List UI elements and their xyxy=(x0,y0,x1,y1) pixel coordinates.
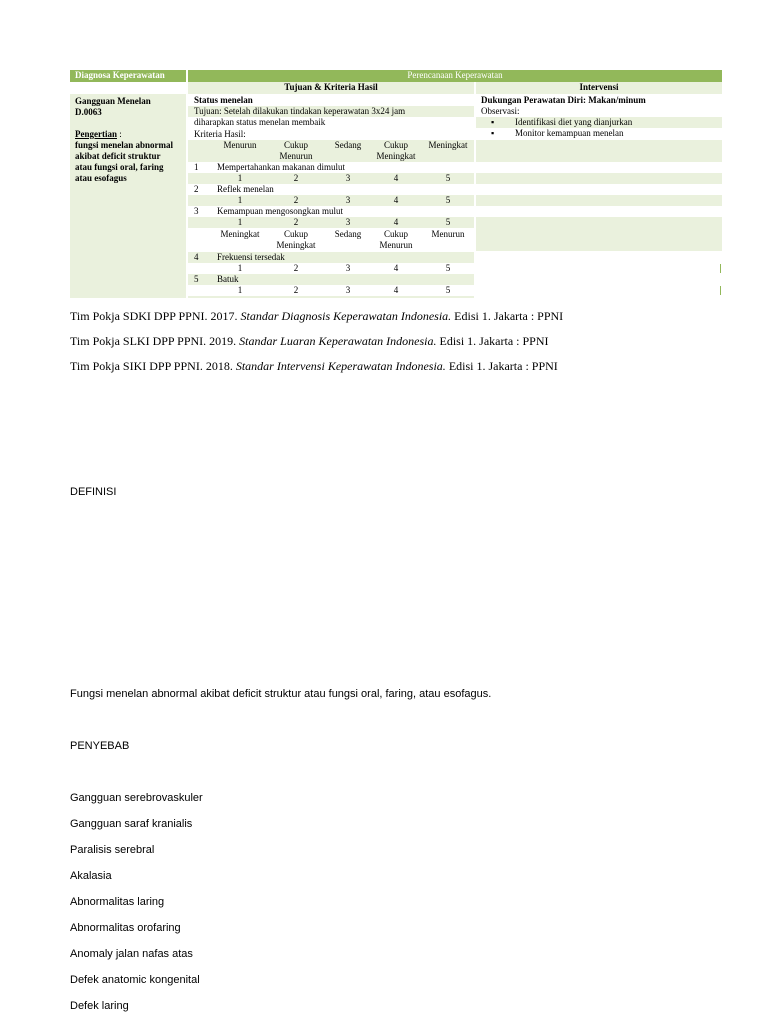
observation-label: Observasi: xyxy=(481,106,520,116)
observation-item: Monitor kemampuan menelan xyxy=(515,128,624,138)
diagnosis-title: Gangguan Menelan xyxy=(75,96,151,106)
reference: Tim Pokja SLKI DPP PPNI. 2019. Standar Luaran Keperawatan Indonesia. Edisi 1. Jakarta : PPNI xyxy=(70,334,549,348)
header-planning: Perencanaan Keperawatan xyxy=(188,70,722,82)
definition-label-row xyxy=(75,129,122,140)
criterion-text: Batuk xyxy=(217,274,239,284)
penyebab-item: Defek anatomic kongenital xyxy=(70,974,200,986)
bullet-icon: ▪ xyxy=(491,128,495,138)
penyebab-item: Anomaly jalan nafas atas xyxy=(70,948,193,960)
criterion-text: Reflek menelan xyxy=(217,184,274,194)
criterion-number: 2 xyxy=(194,184,199,194)
criterion-number: 5 xyxy=(194,274,199,284)
scale-header: Menurun xyxy=(223,140,257,150)
criterion-number: 1 xyxy=(194,162,199,172)
score: 2 xyxy=(293,263,299,273)
penyebab-item: Abnormalitas laring xyxy=(70,896,165,908)
goal-line: Tujuan: Setelah dilakukan tindakan keperawatan 3x24 jam xyxy=(194,106,406,116)
score: 2 xyxy=(293,195,299,205)
definition-line: akibat deficit struktur xyxy=(75,151,161,161)
bullet-icon: ▪ xyxy=(491,117,495,127)
score: 4 xyxy=(393,195,399,205)
score: 1 xyxy=(237,195,243,205)
definition-label: Pengertian xyxy=(75,129,117,139)
score: 3 xyxy=(345,217,351,227)
definisi-heading: DEFINISI xyxy=(70,486,117,498)
score: 1 xyxy=(237,263,243,273)
score: 2 xyxy=(293,285,299,295)
score: 5 xyxy=(445,217,451,227)
score: 4 xyxy=(393,263,399,273)
penyebab-item: Abnormalitas orofaring xyxy=(70,922,181,934)
subheader-outcome: Tujuan & Kriteria Hasil xyxy=(188,82,474,94)
score: 3 xyxy=(345,195,351,205)
scale-header: Sedang xyxy=(334,140,362,150)
scale-header: Meningkat xyxy=(428,140,468,150)
score: 3 xyxy=(345,173,351,183)
scale-header: Cukup Menurun xyxy=(279,140,313,161)
score: 4 xyxy=(393,173,399,183)
penyebab-item: Akalasia xyxy=(70,870,112,882)
penyebab-heading: PENYEBAB xyxy=(70,740,130,752)
score: 5 xyxy=(445,285,451,295)
score: 5 xyxy=(445,173,451,183)
score: 4 xyxy=(393,285,399,295)
score: 4 xyxy=(393,217,399,227)
scale-header: Cukup Meningkat xyxy=(276,229,316,250)
definition-line: atau esofagus xyxy=(75,173,127,183)
definition-line: atau fungsi oral, faring xyxy=(75,162,164,172)
scale-header: Cukup Menurun xyxy=(379,229,413,250)
goal-line: diharapkan status menelan membaik xyxy=(194,117,326,127)
score: 1 xyxy=(237,173,243,183)
score: 3 xyxy=(345,263,351,273)
criterion-text: Kemampuan mengosongkan mulut xyxy=(217,206,343,216)
score: 2 xyxy=(293,217,299,227)
definition-colon: : xyxy=(117,129,122,139)
penyebab-item: Defek laring xyxy=(70,1000,129,1012)
observation-item: Identifikasi diet yang dianjurkan xyxy=(515,117,633,127)
criterion-text: Frekuensi tersedak xyxy=(217,252,285,262)
status-title: Status menelan xyxy=(194,95,253,105)
diagnosis-code: D.0063 xyxy=(75,107,102,117)
reference: Tim Pokja SDKI DPP PPNI. 2017. Standar Diagnosis Keperawatan Indonesia. Edisi 1. Jakarta : PPNI xyxy=(70,309,564,323)
criterion-number: 3 xyxy=(194,206,199,216)
intervention-title: Dukungan Perawatan Diri: Makan/minum xyxy=(481,95,646,105)
scale-header: Meningkat xyxy=(220,229,260,239)
definition-line: fungsi menelan abnormal xyxy=(75,140,174,150)
subheader-intervention: Intervensi xyxy=(476,82,722,94)
definisi-text: Fungsi menelan abnormal akibat deficit struktur atau fungsi oral, faring, atau esofagus. xyxy=(70,688,492,700)
score: 5 xyxy=(445,195,451,205)
header-diagnosis: Diagnosa Keperawatan xyxy=(70,70,186,82)
scale-header: Cukup Meningkat xyxy=(376,140,416,161)
score: 2 xyxy=(293,173,299,183)
score: 1 xyxy=(237,285,243,295)
score: 3 xyxy=(345,285,351,295)
penyebab-item: Gangguan serebrovaskuler xyxy=(70,792,203,804)
penyebab-item: Paralisis serebral xyxy=(70,844,155,856)
criterion-number: 4 xyxy=(194,252,199,262)
penyebab-item: Gangguan saraf kranialis xyxy=(70,818,193,830)
score: 5 xyxy=(445,263,451,273)
reference: Tim Pokja SIKI DPP PPNI. 2018. Standar Intervensi Keperawatan Indonesia. Edisi 1. Jakarta : PPNI xyxy=(70,359,558,373)
score: 1 xyxy=(237,217,243,227)
criteria-label: Kriteria Hasil: xyxy=(194,129,246,139)
care-plan-table xyxy=(70,70,722,298)
criterion-text: Mempertahankan makanan dimulut xyxy=(217,162,345,172)
scale-header: Sedang xyxy=(334,229,362,239)
scale-header: Menurun xyxy=(431,229,465,239)
diagnosis-column xyxy=(70,94,186,298)
